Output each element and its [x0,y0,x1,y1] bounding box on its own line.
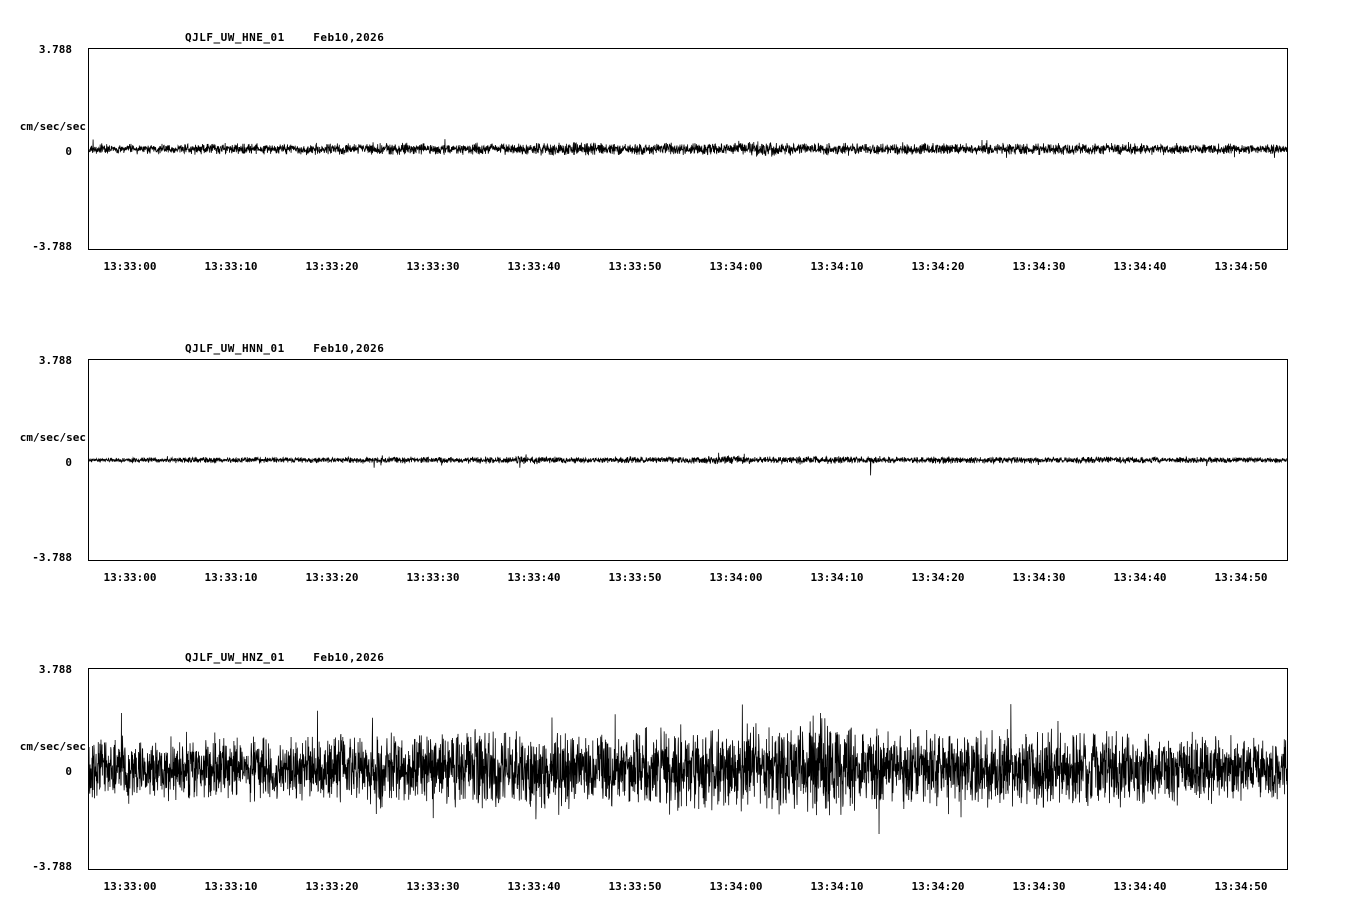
x-tick-label: 13:33:50 [608,571,662,584]
trace-panel-hnz [0,612,1358,924]
y-tick-mid-hnn: 0 [65,456,72,469]
y-tick-mid-hnz: 0 [65,765,72,778]
x-tick-label: 13:33:40 [507,571,561,584]
x-tick-label: 13:34:40 [1113,260,1167,273]
trace-title-hnn: QJLF_UW_HNN_01 Feb10,2026 [185,342,385,355]
x-tick-label: 13:33:10 [204,260,258,273]
x-tick-label: 13:34:00 [709,571,763,584]
x-tick-label: 13:34:40 [1113,880,1167,893]
y-tick-bottom-hne: -3.788 [32,240,72,253]
x-tick-label: 13:33:40 [507,880,561,893]
x-tick-label: 13:34:50 [1214,571,1268,584]
trace-panel-hne [0,0,1358,300]
plot-area-hnz[interactable] [88,668,1288,870]
plot-area-hne[interactable] [88,48,1288,250]
x-tick-label: 13:34:10 [810,260,864,273]
x-tick-label: 13:34:40 [1113,571,1167,584]
y-tick-mid-hne: 0 [65,145,72,158]
x-tick-label: 13:34:00 [709,880,763,893]
x-tick-label: 13:33:20 [305,571,359,584]
trace-title-hne: QJLF_UW_HNE_01 Feb10,2026 [185,31,385,44]
x-tick-label: 13:33:20 [305,880,359,893]
y-axis-units-hne: cm/sec/sec [19,120,86,133]
x-tick-label: 13:34:10 [810,571,864,584]
y-axis-units-hnz: cm/sec/sec [19,740,86,753]
x-tick-label: 13:33:20 [305,260,359,273]
x-tick-label: 13:33:50 [608,260,662,273]
x-tick-label: 13:34:50 [1214,880,1268,893]
waveform-hne [89,49,1287,249]
x-tick-label: 13:34:20 [911,260,965,273]
x-tick-label: 13:33:30 [406,260,460,273]
x-tick-label: 13:33:50 [608,880,662,893]
x-tick-label: 13:34:20 [911,880,965,893]
x-tick-label: 13:33:10 [204,571,258,584]
x-tick-label: 13:34:20 [911,571,965,584]
waveform-hnn [89,360,1287,560]
x-tick-label: 13:33:00 [103,571,157,584]
x-tick-label: 13:33:00 [103,880,157,893]
trace-panel-hnn [0,305,1358,605]
x-tick-label: 13:34:50 [1214,260,1268,273]
x-tick-label: 13:34:10 [810,880,864,893]
y-tick-top-hnn: 3.788 [38,354,72,367]
x-tick-label: 13:33:40 [507,260,561,273]
x-tick-label: 13:34:30 [1012,880,1066,893]
x-tick-label: 13:33:00 [103,260,157,273]
x-tick-label: 13:33:30 [406,571,460,584]
plot-area-hnn[interactable] [88,359,1288,561]
y-tick-top-hne: 3.788 [38,43,72,56]
x-tick-label: 13:33:30 [406,880,460,893]
x-tick-label: 13:34:00 [709,260,763,273]
x-tick-label: 13:34:30 [1012,260,1066,273]
y-axis-units-hnn: cm/sec/sec [19,431,86,444]
x-tick-label: 13:33:10 [204,880,258,893]
trace-title-hnz: QJLF_UW_HNZ_01 Feb10,2026 [185,651,385,664]
x-tick-label: 13:34:30 [1012,571,1066,584]
y-tick-bottom-hnn: -3.788 [32,551,72,564]
y-tick-bottom-hnz: -3.788 [32,860,72,873]
waveform-hnz [89,669,1287,869]
y-tick-top-hnz: 3.788 [38,663,72,676]
